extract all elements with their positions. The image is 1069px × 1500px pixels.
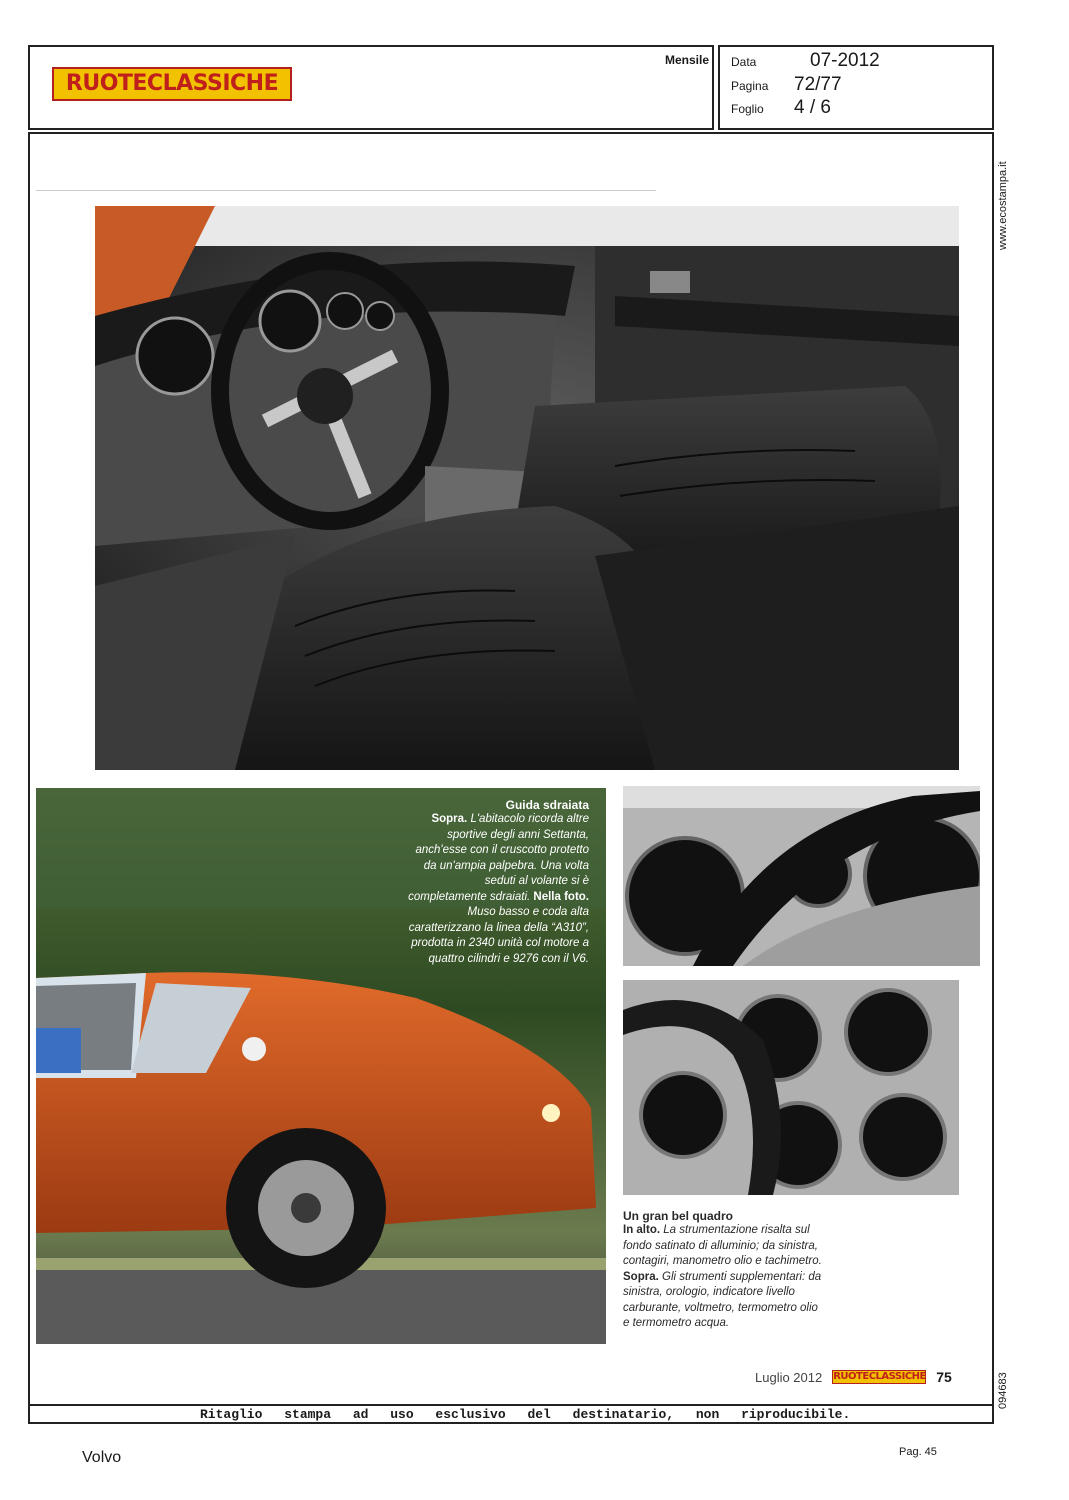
foglio-value: 4 / 6 xyxy=(794,97,831,118)
frequency-label: Mensile xyxy=(665,53,710,67)
caption-right-sopra-label: Sopra. xyxy=(623,1270,659,1283)
caption-left-sopra-label: Sopra. xyxy=(431,813,468,825)
header-left-box xyxy=(28,45,714,130)
caption-right-alto-label: In alto. xyxy=(623,1224,661,1236)
footer-month: Luglio 2012 xyxy=(755,1369,823,1385)
caption-left xyxy=(405,798,589,967)
header-logo: RUOTECLASSICHE xyxy=(52,67,292,101)
caption-left-title: Guida sdraiata xyxy=(505,798,589,812)
gauges-photo xyxy=(623,786,980,966)
caption-left-foto-text: Muso basso e coda alta caratterizzano la linea della “A310”, prodotta in 2340 unità col motore a quattro cilindri e 9276 con il V6. xyxy=(408,906,589,965)
interior-photo xyxy=(95,206,959,770)
footer-page-number: 75 xyxy=(936,1369,952,1385)
header-right-box xyxy=(718,45,994,130)
caption-left-foto-label: Nella foto. xyxy=(533,890,589,903)
caption-right-body xyxy=(623,1223,823,1332)
auxiliary-gauges-photo xyxy=(623,980,959,1195)
code-side-text: 094683 xyxy=(997,1372,1009,1409)
gauges-illustration xyxy=(623,786,980,966)
disclaimer-rule xyxy=(28,1404,994,1406)
caption-right-alto-text: La strumentazione risalta sul fondo satinato di alluminio; da sinistra, contagiri, manometro olio e tachimetro. xyxy=(623,1224,822,1267)
footer-logo: RUOTECLASSICHE xyxy=(833,1371,926,1382)
caption-right xyxy=(623,1209,823,1332)
top-faint-rule xyxy=(36,190,656,191)
foglio-label: Foglio xyxy=(731,102,764,116)
caption-right-sopra-text: Gli strumenti supplementari: da sinistra, orologio, indicatore livello carburante, voltmetro, termometro olio e termometro acqua. xyxy=(623,1270,822,1329)
bottom-left-label: Volvo xyxy=(82,1449,122,1466)
auxiliary-gauges-illustration xyxy=(623,980,959,1195)
caption-left-sopra-text: L'abitacolo ricorda altre sportive degli anni Settanta, anch'esse con il cruscotto protetto da un'ampia palpebra. Una volta seduti al volante si è completamente sdraiati. xyxy=(408,813,589,903)
bottom-page-label: Pag. 45 xyxy=(899,1446,937,1458)
data-value: 07-2012 xyxy=(810,50,880,71)
pagina-label: Pagina xyxy=(731,79,769,93)
disclaimer-text: Ritaglio stampa ad uso esclusivo del destinatario, non riproducibile. xyxy=(200,1407,851,1422)
caption-left-body xyxy=(405,812,589,967)
pagina-value: 72/77 xyxy=(794,74,842,95)
caption-right-title: Un gran bel quadro xyxy=(623,1209,734,1223)
interior-illustration xyxy=(95,206,959,770)
page-footer xyxy=(755,1368,952,1386)
website-side-text: www.ecostampa.it xyxy=(997,161,1009,250)
data-label: Data xyxy=(731,55,757,69)
